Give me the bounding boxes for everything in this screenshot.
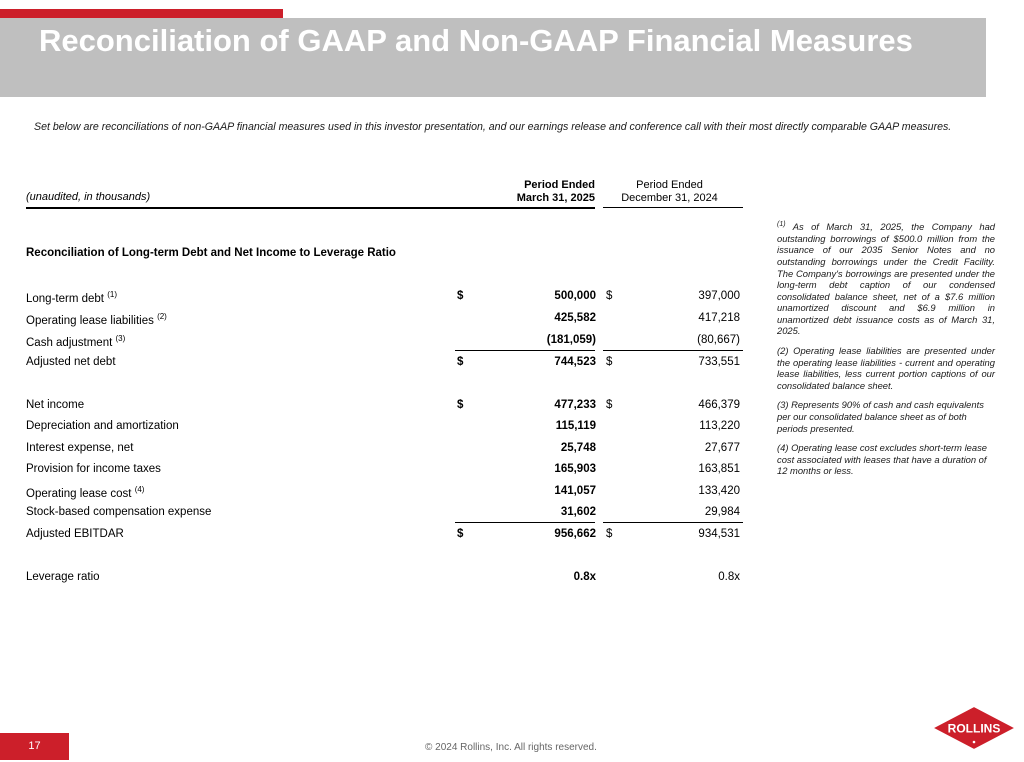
value-2024: 417,218 bbox=[698, 312, 740, 324]
row-label: Operating lease cost $^{(4)}$ bbox=[26, 485, 145, 500]
top-accent-bar bbox=[0, 9, 283, 18]
intro-text: Set below are reconciliations of non-GAAP financial measures used in this investor presentation, and our earnings release and conference call with their most directly comparable GAAP measures. bbox=[34, 121, 952, 133]
currency-sign: $ bbox=[457, 356, 464, 368]
col2-header-line1: Period Ended bbox=[636, 179, 703, 191]
value-2025: 744,523 bbox=[554, 356, 596, 368]
table-row bbox=[26, 420, 746, 438]
value-2025: 165,903 bbox=[554, 463, 596, 475]
rollins-logo bbox=[930, 705, 1018, 751]
header-rule bbox=[26, 207, 595, 209]
value-2025: 0.8x bbox=[573, 571, 596, 583]
row-label: Net income bbox=[26, 399, 85, 411]
value-2024: 733,551 bbox=[698, 356, 740, 368]
value-2025: 425,582 bbox=[554, 312, 596, 324]
col1-header-line1: Period Ended bbox=[524, 179, 595, 191]
table-row bbox=[26, 463, 746, 481]
value-2025: (181,059) bbox=[546, 334, 596, 346]
logo-text: ROLLINS bbox=[947, 721, 1001, 736]
row-label: Operating lease liabilities $^{(2)}$ bbox=[26, 312, 167, 327]
footnote-2: (2) Operating lease liabilities are presented under the operating lease liabilities - current and operating lease liabilities, less current portion captions of our consolidated balance sheet. bbox=[777, 345, 995, 391]
table-row bbox=[26, 399, 746, 417]
header-rule-col2 bbox=[603, 207, 743, 208]
currency-sign: $ bbox=[606, 528, 613, 540]
footnote-1: $^{(1)}$ As of March 31, 2025, the Company had outstanding borrowings of $500.0 million from the issuance of our 2035 Senior Notes and no outstanding borrowings under the Credit Facility. The Company's borrowings are presented under the long-term debt caption of our condensed consolidated balance sheet, net of a $7.6 million unamortized discount and $6.9 million in unamortized debt issuance costs as of March 31, 2025. bbox=[777, 221, 995, 337]
table-row bbox=[26, 312, 746, 330]
subtotal-rule bbox=[603, 350, 743, 351]
value-2025: 500,000 bbox=[554, 290, 596, 302]
value-2025: 31,602 bbox=[560, 506, 596, 518]
value-2024: 397,000 bbox=[698, 290, 740, 302]
table-row bbox=[26, 485, 746, 503]
table-row bbox=[26, 442, 746, 460]
row-label: Provision for income taxes bbox=[26, 463, 161, 475]
currency-sign: $ bbox=[606, 356, 613, 368]
value-2024: (80,667) bbox=[697, 334, 740, 346]
table-row bbox=[26, 290, 746, 308]
value-2024: 934,531 bbox=[698, 528, 740, 540]
footnote-4: (4) Operating lease cost excludes short-term lease cost associated with leases that have a duration of 12 months or less. bbox=[777, 442, 987, 477]
row-label: Stock-based compensation expense bbox=[26, 506, 212, 518]
row-label: Adjusted EBITDAR bbox=[26, 528, 124, 540]
currency-sign: $ bbox=[606, 290, 613, 302]
row-label: Depreciation and amortization bbox=[26, 420, 179, 432]
units-label: (unaudited, in thousands) bbox=[26, 191, 151, 203]
row-label: Adjusted net debt bbox=[26, 356, 116, 368]
subtotal-rule bbox=[455, 522, 595, 523]
copyright: © 2024 Rollins, Inc. All rights reserved. bbox=[425, 742, 597, 753]
subtotal-rule bbox=[455, 350, 595, 351]
value-2025: 25,748 bbox=[560, 442, 596, 454]
value-2024: 133,420 bbox=[698, 485, 740, 497]
currency-sign: $ bbox=[457, 399, 464, 411]
value-2025: 956,662 bbox=[554, 528, 596, 540]
table-row bbox=[26, 528, 746, 546]
col1-header-line2: March 31, 2025 bbox=[516, 192, 595, 204]
currency-sign: $ bbox=[606, 399, 613, 411]
col2-header-line2: December 31, 2024 bbox=[621, 192, 718, 204]
footnotes bbox=[777, 219, 995, 485]
row-label: Long-term debt $^{(1)}$ bbox=[26, 290, 117, 305]
row-label: Cash adjustment $^{(3)}$ bbox=[26, 334, 126, 349]
value-2024: 0.8x bbox=[718, 571, 740, 583]
col1-header bbox=[455, 179, 595, 205]
footnote-3: (3) Represents 90% of cash and cash equivalents per our consolidated balance sheet as of both periods presented. bbox=[777, 399, 984, 434]
page-number: 17 bbox=[0, 733, 69, 760]
value-2024: 27,677 bbox=[704, 442, 740, 454]
row-label: Leverage ratio bbox=[26, 571, 100, 583]
table-row bbox=[26, 571, 746, 589]
value-2024: 466,379 bbox=[698, 399, 740, 411]
value-2025: 477,233 bbox=[554, 399, 596, 411]
value-2025: 141,057 bbox=[554, 485, 596, 497]
value-2024: 163,851 bbox=[698, 463, 740, 475]
currency-sign: $ bbox=[457, 528, 464, 540]
subtotal-rule bbox=[603, 522, 743, 523]
section-title: Reconciliation of Long-term Debt and Net Income to Leverage Ratio bbox=[26, 247, 396, 259]
page-title: Reconciliation of GAAP and Non-GAAP Financial Measures bbox=[39, 23, 913, 58]
value-2024: 29,984 bbox=[704, 506, 740, 518]
value-2025: 115,119 bbox=[555, 420, 596, 432]
row-label: Interest expense, net bbox=[26, 442, 134, 454]
currency-sign: $ bbox=[457, 290, 464, 302]
table-row bbox=[26, 356, 746, 374]
col2-header bbox=[603, 179, 736, 205]
value-2024: 113,220 bbox=[699, 420, 740, 432]
